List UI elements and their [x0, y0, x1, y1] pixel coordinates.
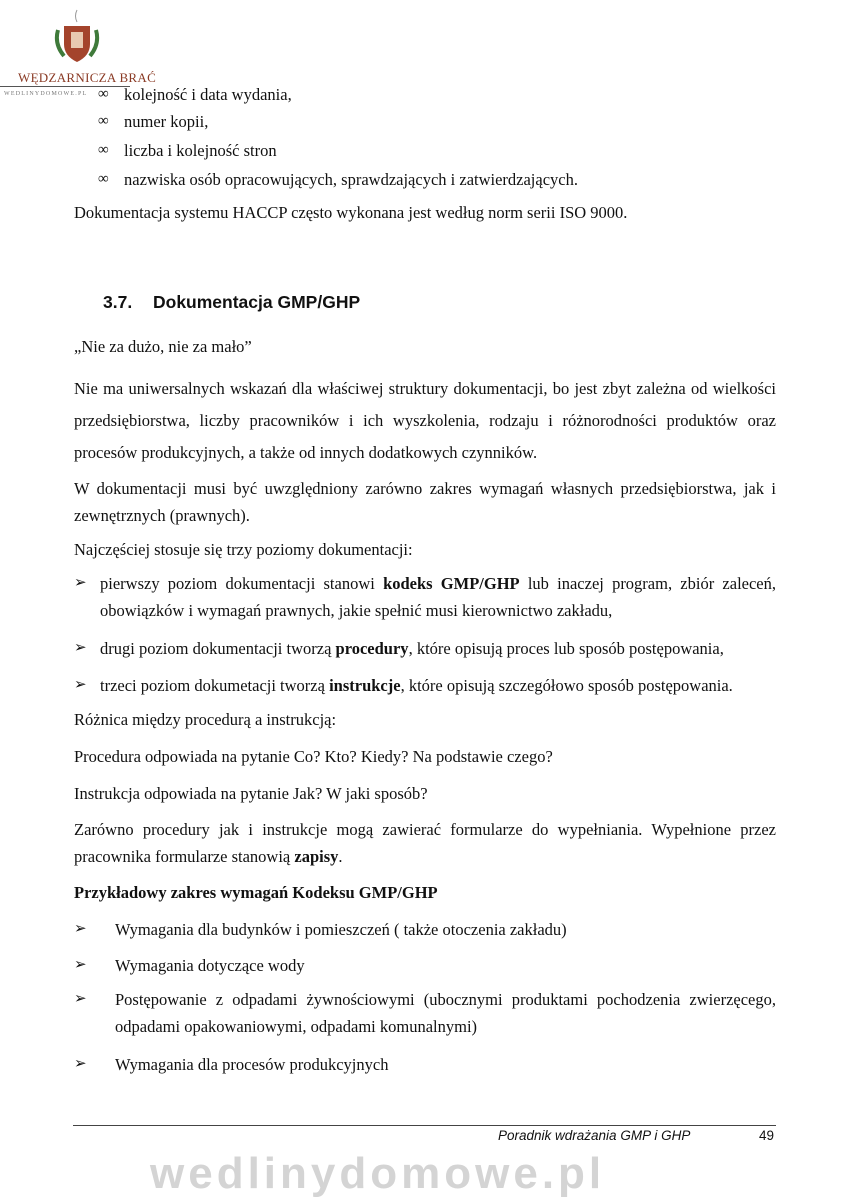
section-title: Dokumentacja GMP/GHP — [153, 292, 361, 312]
list-item: trzeci poziom dokumetacji tworzą instrukcje, które opisują szczegółowo sposób postępowania. — [100, 676, 733, 695]
arrow-bullet-icon: ➢ — [74, 921, 87, 937]
paragraph-haccp: Dokumentacja systemu HACCP często wykonana jest według norm serii ISO 9000. — [74, 203, 628, 222]
paragraph: Zarówno procedury jak i instrukcje mogą zawierać formularze do wypełniania. Wypełnione przez pracownika formularze stanowią zapisy. — [74, 820, 776, 866]
subheading: Przykładowy zakres wymagań Kodeksu GMP/GHP — [74, 883, 438, 902]
list-item: numer kopii, — [124, 112, 209, 131]
infinity-bullet-icon: ∞ — [98, 86, 109, 102]
paragraph: W dokumentacji musi być uwzględniony zarówno zakres wymagań własnych przedsiębiorstwa, jak i zewnętrznych (prawnych). — [74, 479, 776, 525]
list-item: Wymagania dotyczące wody — [115, 956, 305, 975]
arrow-bullet-icon: ➢ — [74, 677, 87, 693]
list-item: Postępowanie z odpadami żywnościowymi (ubocznymi produktami pochodzenia zwierzęcego, odpadami opakowaniowymi, odpadami komunalnymi) — [115, 990, 776, 1036]
list-item: liczba i kolejność stron — [124, 141, 277, 160]
list-item: Wymagania dla procesów produkcyjnych — [115, 1055, 389, 1074]
logo-crest-icon — [52, 8, 102, 66]
footer-rule — [73, 1125, 776, 1126]
paragraph: Procedura odpowiada na pytanie Co? Kto? Kiedy? Na podstawie czego? — [74, 747, 553, 766]
page-number: 49 — [759, 1128, 775, 1143]
list-item: Wymagania dla budynków i pomieszczeń ( także otoczenia zakładu) — [115, 920, 567, 939]
logo-subtitle: WEDLINYDOMOWE.PL — [4, 91, 88, 97]
paragraph: Różnica między procedurą a instrukcją: — [74, 710, 337, 729]
watermark-bottom: wedlinydomowe.pl — [150, 1149, 606, 1198]
arrow-bullet-icon: ➢ — [74, 640, 87, 656]
list-item: kolejność i data wydania, — [124, 85, 292, 104]
logo-rule — [0, 86, 130, 87]
paragraph: Nie ma uniwersalnych wskazań dla właściwej struktury dokumentacji, bo jest zbyt zależna od wielkości przedsiębiorstwa, liczby pracowników i ich wyszkolenia, rodzaju i różnorodności produktów oraz procesów produkcyjnych, a także od innych dodatkowych czynników. — [74, 379, 776, 462]
list-item: drugi poziom dokumentacji tworzą procedury, które opisują proces lub sposób postępowania, — [100, 639, 724, 658]
infinity-bullet-icon: ∞ — [98, 142, 109, 158]
infinity-bullet-icon: ∞ — [98, 113, 109, 129]
paragraph: Najczęściej stosuje się trzy poziomy dokumentacji: — [74, 540, 413, 559]
logo-name: WĘDZARNICZA BRAĆ — [18, 70, 157, 85]
list-item: pierwszy poziom dokumentacji stanowi kodeks GMP/GHP lub inaczej program, zbiór zaleceń, obowiązków i wymagań prawnych, jakie spełnić musi kierownictwo zakładu, — [100, 574, 776, 620]
paragraph: Instrukcja odpowiada na pytanie Jak? W jaki sposób? — [74, 784, 428, 803]
arrow-bullet-icon: ➢ — [74, 957, 87, 973]
section-number: 3.7. — [103, 292, 133, 312]
arrow-bullet-icon: ➢ — [74, 1056, 87, 1072]
quote: „Nie za dużo, nie za mało” — [74, 337, 252, 356]
list-item: nazwiska osób opracowujących, sprawdzających i zatwierdzających. — [124, 170, 578, 189]
arrow-bullet-icon: ➢ — [74, 575, 87, 591]
arrow-bullet-icon: ➢ — [74, 991, 87, 1007]
footer-title: Poradnik wdrażania GMP i GHP — [498, 1128, 691, 1143]
infinity-bullet-icon: ∞ — [98, 171, 109, 187]
